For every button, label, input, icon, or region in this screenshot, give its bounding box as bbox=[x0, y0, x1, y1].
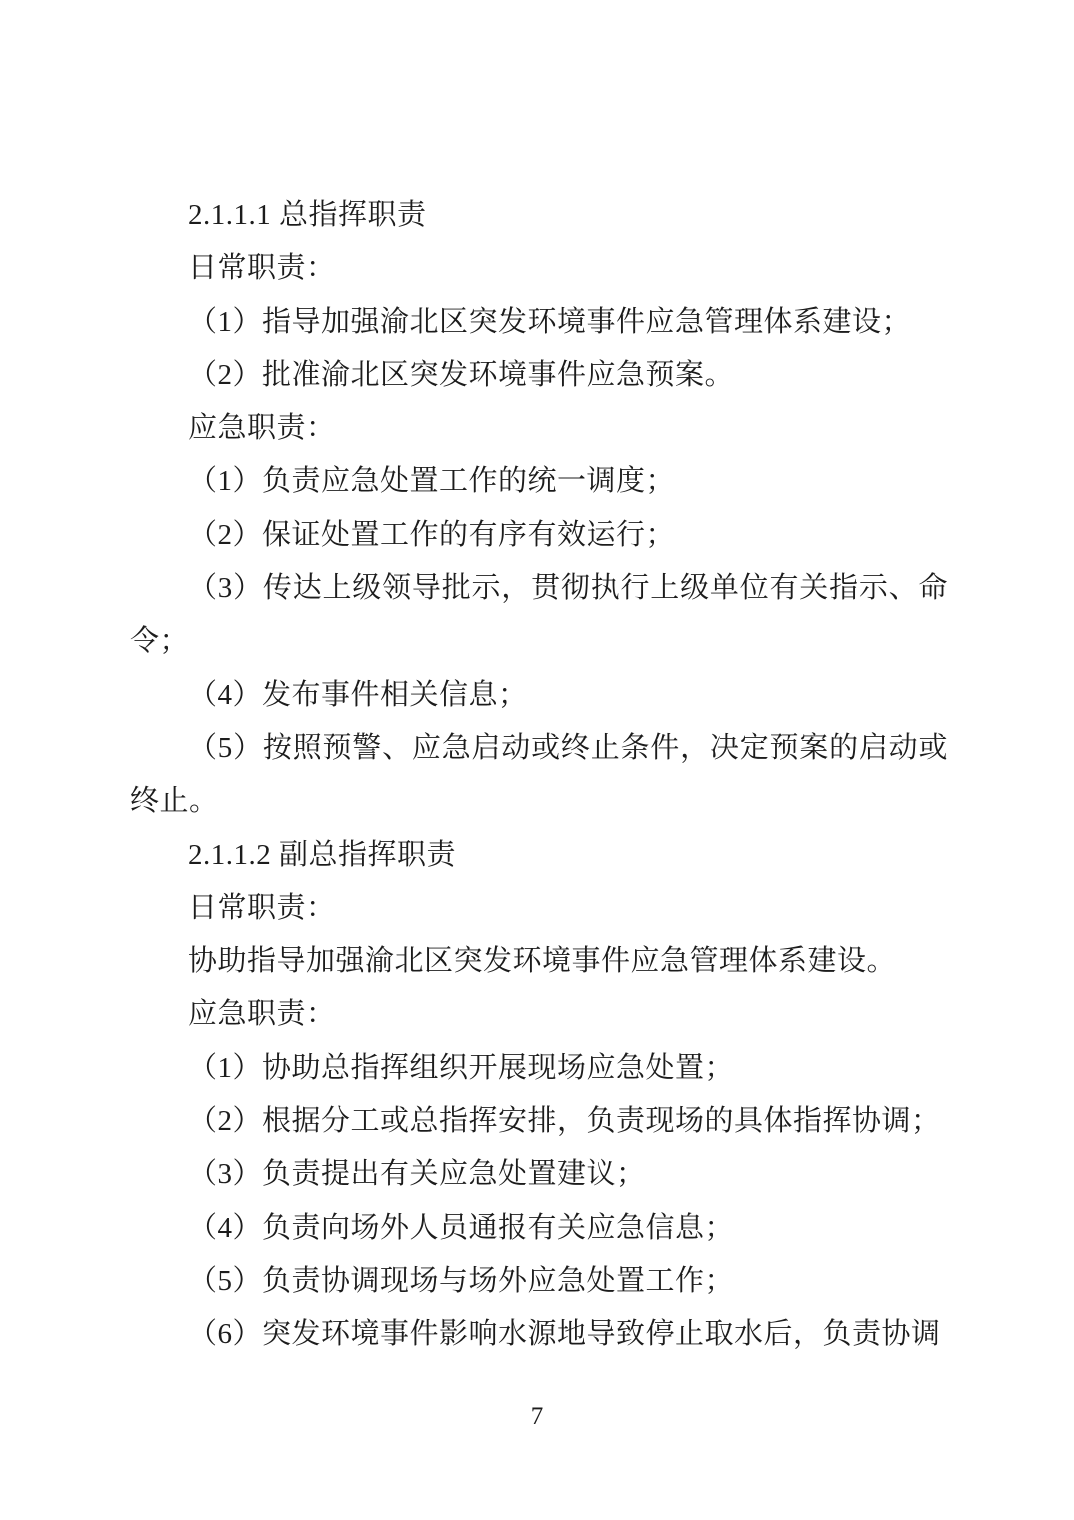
page-number: 7 bbox=[530, 1403, 544, 1430]
label-daily-duties: 日常职责： bbox=[188, 891, 336, 924]
label-daily-duties: 日常职责： bbox=[188, 252, 336, 285]
list-item: （4）负责向场外人员通报有关应急信息； bbox=[188, 1211, 735, 1244]
list-item: （4）发布事件相关信息； bbox=[188, 678, 528, 711]
list-item: （1）协助总指挥组织开展现场应急处置； bbox=[188, 1051, 735, 1084]
list-item: （1）指导加强渝北区突发环境事件应急管理体系建设； bbox=[188, 305, 912, 338]
document-body bbox=[130, 189, 948, 1362]
list-item: （3）传达上级领导批示，贯彻执行上级单位有关指示、命令； bbox=[130, 572, 948, 658]
list-item: （3）负责提出有关应急处置建议； bbox=[188, 1158, 646, 1191]
list-item: （1）负责应急处置工作的统一调度； bbox=[188, 465, 676, 498]
list-item: （5）负责协调现场与场外应急处置工作； bbox=[188, 1264, 735, 1297]
list-item: （2）保证处置工作的有序有效运行； bbox=[188, 518, 676, 551]
list-item: （2）根据分工或总指挥安排，负责现场的具体指挥协调； bbox=[188, 1105, 941, 1138]
section-heading-2111: 2.1.1.1 总指挥职责 bbox=[188, 199, 427, 231]
body-paragraph: 协助指导加强渝北区突发环境事件应急管理体系建设。 bbox=[188, 945, 897, 978]
list-item: （5）按照预警、应急启动或终止条件，决定预案的启动或终止。 bbox=[130, 731, 948, 818]
label-emergency-duties: 应急职责： bbox=[188, 998, 336, 1031]
label-emergency-duties: 应急职责： bbox=[188, 412, 336, 445]
section-heading-2112: 2.1.1.2 副总指挥职责 bbox=[188, 838, 457, 871]
list-item: （2）批准渝北区突发环境事件应急预案。 bbox=[188, 358, 735, 391]
list-item: （6）突发环境事件影响水源地导致停止取水后，负责协调 bbox=[188, 1318, 941, 1351]
